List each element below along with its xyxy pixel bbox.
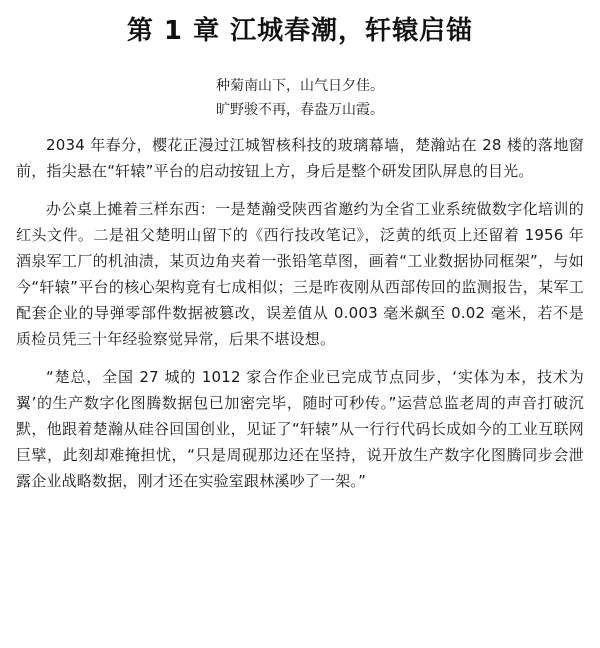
epigraph-line: 旷野骏不再，春盎万山霞。	[216, 102, 384, 118]
chapter-title: 第 1 章 江城春潮，轩辕启锚	[126, 16, 474, 46]
epigraph-line: 种菊南山下，山气日夕佳。	[216, 78, 384, 94]
body-paragraph: 2034 年春分，樱花正漫过江城智核科技的玻璃幕墙，楚瀚站在 28 楼的落地窗前，指尖悬在“轩辕”平台的启动按钮上方，身后是整个研发团队屏息的目光。	[16, 136, 584, 180]
body-paragraph: “楚总，全国 27 城的 1012 家合作企业已完成节点同步，‘实体为本，技术为翼’的生产数字化图腾数据包已加密完毕，随时可秒传。”运营总监老周的声音打破沉默，他跟着楚瀚从硅谷回国创业，见证了“轩辕”从一行行代码长成如今的工业互联网巨擘，此刻却难掩担忧，“只是周砚那边还在坚持，说开放生产数字化图腾同步会泄露企业战略数据，刚才还在实验室跟林溪吵了一架。”	[16, 368, 584, 490]
epigraph-poem	[16, 74, 584, 122]
body-paragraph: 办公桌上摊着三样东西：一是楚瀚受陕西省邀约为全省工业系统做数字化培训的红头文件。二是祖父楚明山留下的《西行技改笔记》，泛黄的纸页上还留着 1956 年酒泉军工厂的机油渍，某页边角夹着一张铅笔草图，画着“工业数据协同框架”，与如今“轩辕”平台的核心架构竟有七成相似；三是昨夜刚从西部传回的监测报告，某军工配套企业的导弹零部件数据被篡改，误差值从 0.003 毫米飙至 0.02 毫米，若不是质检员凭三十年经验察觉异常，后果不堪设想。	[16, 200, 584, 348]
